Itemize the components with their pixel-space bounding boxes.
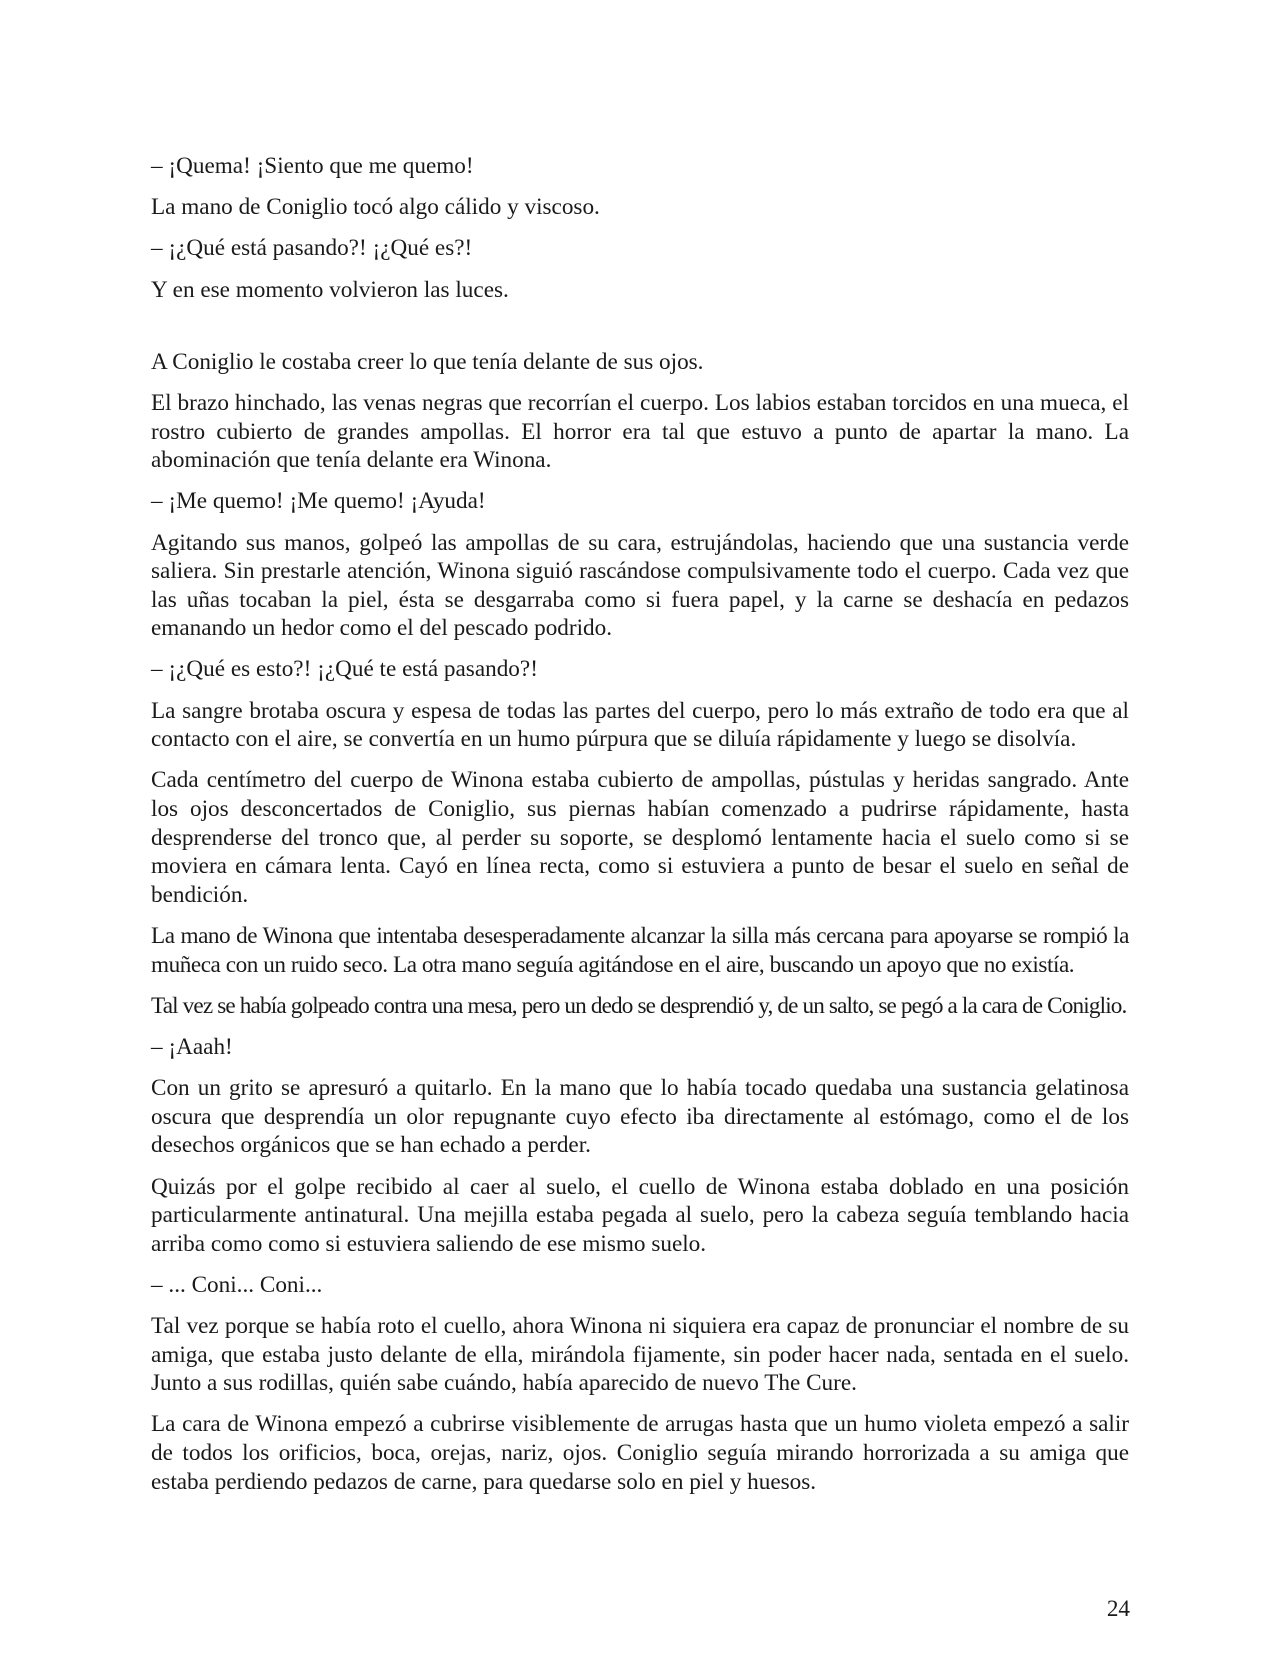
paragraph: La cara de Winona empezó a cubrirse visiblemente de arrugas hasta que un humo violeta empezó a salir de todos los orificios, boca, orejas, nariz, ojos. Coniglio seguía mirando horrorizada a su amiga que estaba perdiendo pedazos de carne, para quedarse solo en piel y huesos.: [151, 1411, 1129, 1495]
paragraph: A Coniglio le costaba creer lo que tenía delante de sus ojos.: [151, 348, 704, 375]
page-number: 24: [1106, 1596, 1130, 1622]
paragraph: Y en ese momento volvieron las luces.: [151, 276, 509, 303]
paragraph: Agitando sus manos, golpeó las ampollas de su cara, estrujándolas, haciendo que una sustancia verde saliera. Sin prestarle atención, Winona siguió rascándose compulsivamente todo el cuerpo. Cada vez que las uñas tocaban la piel, ésta se desgarraba como si fuera papel, y la carne se deshacía en pedazos emanando un hedor como el del pescado podrido.: [151, 529, 1129, 642]
paragraph: – ¡Me quemo! ¡Me quemo! ¡Ayuda!: [151, 488, 486, 515]
paragraph: – ... Coni... Coni...: [151, 1271, 323, 1298]
paragraph: La mano de Coniglio tocó algo cálido y viscoso.: [151, 194, 600, 221]
paragraph: – ¡Quema! ¡Siento que me quemo!: [151, 153, 474, 179]
paragraph: El brazo hinchado, las venas negras que recorrían el cuerpo. Los labios estaban torcidos en una mueca, el rostro cubierto de grandes ampollas. El horror era tal que estuvo a punto de apartar la mano. La abominación que tenía delante era Winona.: [151, 389, 1129, 474]
paragraph: Cada centímetro del cuerpo de Winona estaba cubierto de ampollas, pústulas y heridas sangrado. Ante los ojos desconcertados de Coniglio, sus piernas habían comenzado a pudrirse rápidamente, hasta desprenderse del tronco que, al perder su soporte, se desplomó lentamente hacia el suelo como si se moviera en cámara lenta. Cayó en línea recta, como si estuviera a punto de besar el suelo en señal de bendición.: [151, 767, 1129, 908]
paragraph: – ¡Aaah!: [151, 1033, 233, 1060]
paragraph: La sangre brotaba oscura y espesa de todas las partes del cuerpo, pero lo más extraño de todo era que al contacto con el aire, se convertía en un humo púrpura que se diluía rápidamente y luego se disolvía.: [151, 697, 1129, 753]
paragraph: Tal vez se había golpeado contra una mesa, pero un dedo se desprendió y, de un salto, se pegó a la cara de Coniglio.: [151, 992, 1127, 1019]
paragraph: La mano de Winona que intentaba desesperadamente alcanzar la silla más cercana para apoyarse se rompió la muñeca con un ruido seco. La otra mano seguía agitándose en el aire, buscando un apoyo que no existía.: [151, 923, 1129, 978]
paragraph: – ¡¿Qué es esto?! ¡¿Qué te está pasando?!: [151, 656, 538, 683]
paragraph: Con un grito se apresuró a quitarlo. En la mano que lo había tocado quedaba una sustancia gelatinosa oscura que desprendía un olor repugnante cuyo efecto iba directamente al estómago, como el de los desechos orgánicos que se han echado a perder.: [151, 1075, 1129, 1159]
paragraph: Tal vez porque se había roto el cuello, ahora Winona ni siquiera era capaz de pronunciar el nombre de su amiga, que estaba justo delante de ella, mirándola fijamente, sin poder hacer nada, sentada en el suelo. Junto a sus rodillas, quién sabe cuándo, había aparecido de nuevo The Cure.: [151, 1313, 1129, 1397]
paragraph: – ¡¿Qué está pasando?! ¡¿Qué es?!: [151, 235, 473, 262]
body-text: [151, 152, 1129, 1509]
section-break: [151, 317, 1129, 348]
paragraph: Quizás por el golpe recibido al caer al suelo, el cuello de Winona estaba doblado en una posición particularmente antinatural. Una mejilla estaba pegada al suelo, pero la cabeza seguía temblando hacia arriba como como si estuviera saliendo de ese mismo suelo.: [151, 1173, 1129, 1257]
